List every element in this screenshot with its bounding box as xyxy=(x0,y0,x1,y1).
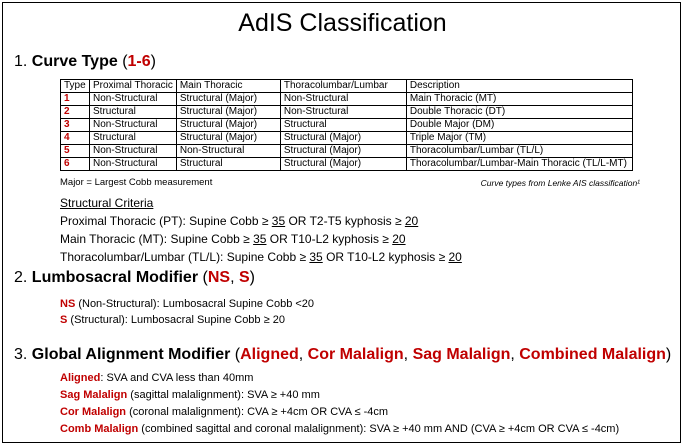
modifier-key: Cor Malalign xyxy=(60,406,127,418)
table-row xyxy=(61,132,633,145)
table-cell: Structural (Major) xyxy=(280,145,406,158)
source-note: Curve types from Lenke AIS classification¹ xyxy=(480,178,640,188)
global-alignment-definition xyxy=(60,389,320,401)
table-row xyxy=(61,145,633,158)
modifier-combined-malalign: Combined Malalign xyxy=(519,346,666,363)
table-header-row xyxy=(61,80,633,93)
criteria-text: Thoracolumbar/Lumbar (TL/L): Supine Cobb ≥ xyxy=(60,250,310,264)
table-cell: Non-Structural xyxy=(90,93,177,106)
lumbosacral-definition xyxy=(60,298,314,310)
modifier-key: Aligned xyxy=(60,372,101,384)
modifier-sag-malalign: Sag Malalign xyxy=(412,346,511,363)
criteria-line xyxy=(60,250,462,264)
criteria-threshold: 20 xyxy=(404,214,419,228)
curve-type-table xyxy=(60,79,633,171)
global-alignment-definition xyxy=(60,406,388,418)
modifier-text: : SVA and CVA less than 40mm xyxy=(100,372,254,384)
table-cell: Non-Structural xyxy=(280,106,406,119)
table-cell: Structural (Major) xyxy=(176,119,280,132)
criteria-text: OR T2-T5 kyphosis ≥ xyxy=(285,214,405,228)
table-cell: Non-Structural xyxy=(90,145,177,158)
modifier-aligned: Aligned xyxy=(240,346,299,363)
curve-type-number: 4 xyxy=(61,132,90,145)
table-cell: Triple Major (TM) xyxy=(406,132,632,145)
table-cell: Structural (Major) xyxy=(176,106,280,119)
modifier-text: (sagittal malalignment): SVA ≥ +40 mm xyxy=(127,389,320,401)
modifier-cor-malalign: Cor Malalign xyxy=(307,346,404,363)
table-cell: Non-Structural xyxy=(90,119,177,132)
table-cell: Main Thoracic (MT) xyxy=(406,93,632,106)
section-number: 3. xyxy=(14,346,28,363)
criteria-line xyxy=(60,232,406,246)
modifier-s: S xyxy=(238,269,250,286)
modifier-key: Comb Malalign xyxy=(60,423,139,435)
table-cell: Non-Structural xyxy=(176,145,280,158)
table-cell: Structural xyxy=(90,132,177,145)
column-header: Proximal Thoracic xyxy=(90,80,177,93)
modifier-text: (Structural): Lumbosacral Supine Cobb ≥ 20 xyxy=(67,314,285,326)
global-alignment-definition xyxy=(60,372,253,384)
table-cell: Structural xyxy=(90,106,177,119)
table-row xyxy=(61,119,633,132)
table-cell: Structural xyxy=(280,119,406,132)
table-cell: Structural xyxy=(176,158,280,171)
table-cell: Structural (Major) xyxy=(280,132,406,145)
global-alignment-heading: 3. Global Alignment Modifier (Aligned, Cor Malalign, Sag Malalign, Combined Malalign) xyxy=(14,346,672,363)
curve-type-number: 3 xyxy=(61,119,90,132)
table-cell: Structural (Major) xyxy=(176,93,280,106)
criteria-threshold: 20 xyxy=(392,232,406,246)
table-row xyxy=(61,106,633,119)
criteria-threshold: 35 xyxy=(253,232,267,246)
table-cell: Thoracolumbar/Lumbar-Main Thoracic (TL/L-MT) xyxy=(406,158,632,171)
column-header: Type xyxy=(61,80,90,93)
modifier-text: (Non-Structural): Lumbosacral Supine Cobb <20 xyxy=(75,298,315,310)
criteria-threshold: 35 xyxy=(309,250,323,264)
criteria-text: Proximal Thoracic (PT): Supine Cobb ≥ xyxy=(60,214,272,228)
modifier-key: Sag Malalign xyxy=(60,389,128,401)
global-alignment-definition xyxy=(60,423,619,435)
criteria-text: Main Thoracic (MT): Supine Cobb ≥ xyxy=(60,232,254,246)
table-cell: Structural (Major) xyxy=(280,158,406,171)
section-number: 1. xyxy=(14,53,28,70)
criteria-text: OR T10-L2 kyphosis ≥ xyxy=(266,232,393,246)
criteria-text: OR T10-L2 kyphosis ≥ xyxy=(322,250,449,264)
curve-type-range: 1-6 xyxy=(127,53,151,70)
table-row xyxy=(61,93,633,106)
section-label: Curve Type xyxy=(31,53,118,70)
curve-type-number: 5 xyxy=(61,145,90,158)
column-header: Main Thoracic xyxy=(176,80,280,93)
modifier-key: S xyxy=(60,314,68,326)
criteria-line xyxy=(60,214,418,228)
column-header: Description xyxy=(406,80,632,93)
table-cell: Non-Structural xyxy=(90,158,177,171)
table-cell: Double Thoracic (DT) xyxy=(406,106,632,119)
table-cell: Non-Structural xyxy=(280,93,406,106)
curve-type-heading: 1. Curve Type (1-6) xyxy=(14,53,156,70)
lumbosacral-heading: 2. Lumbosacral Modifier (NS, S) xyxy=(14,269,255,286)
curve-type-number: 1 xyxy=(61,93,90,106)
page-title: AdIS Classification xyxy=(238,9,447,37)
modifier-text: (coronal malalignment): CVA ≥ +4cm OR CVA ≤ -4cm xyxy=(126,406,389,418)
table-cell: Thoracolumbar/Lumbar (TL/L) xyxy=(406,145,632,158)
separator: , xyxy=(230,269,239,286)
section-label: Lumbosacral Modifier xyxy=(31,269,199,286)
modifier-key: NS xyxy=(60,298,76,310)
section-number: 2. xyxy=(14,269,28,286)
table-row xyxy=(61,158,633,171)
major-note: Major = Largest Cobb measurement xyxy=(60,177,213,188)
curve-type-number: 2 xyxy=(61,106,90,119)
column-header: Thoracolumbar/Lumbar xyxy=(280,80,406,93)
modifier-text: (combined sagittal and coronal malalignment): SVA ≥ +40 mm AND (CVA ≥ +4cm OR CVA ≤ -4cm) xyxy=(138,423,620,435)
structural-criteria-title: Structural Criteria xyxy=(60,196,154,210)
lumbosacral-definition xyxy=(60,314,285,326)
criteria-threshold: 20 xyxy=(448,250,462,264)
table-cell: Structural (Major) xyxy=(176,132,280,145)
curve-type-number: 6 xyxy=(61,158,90,171)
modifier-ns: NS xyxy=(207,269,231,286)
criteria-threshold: 35 xyxy=(271,214,286,228)
table-cell: Double Major (DM) xyxy=(406,119,632,132)
section-label: Global Alignment Modifier xyxy=(31,346,231,363)
